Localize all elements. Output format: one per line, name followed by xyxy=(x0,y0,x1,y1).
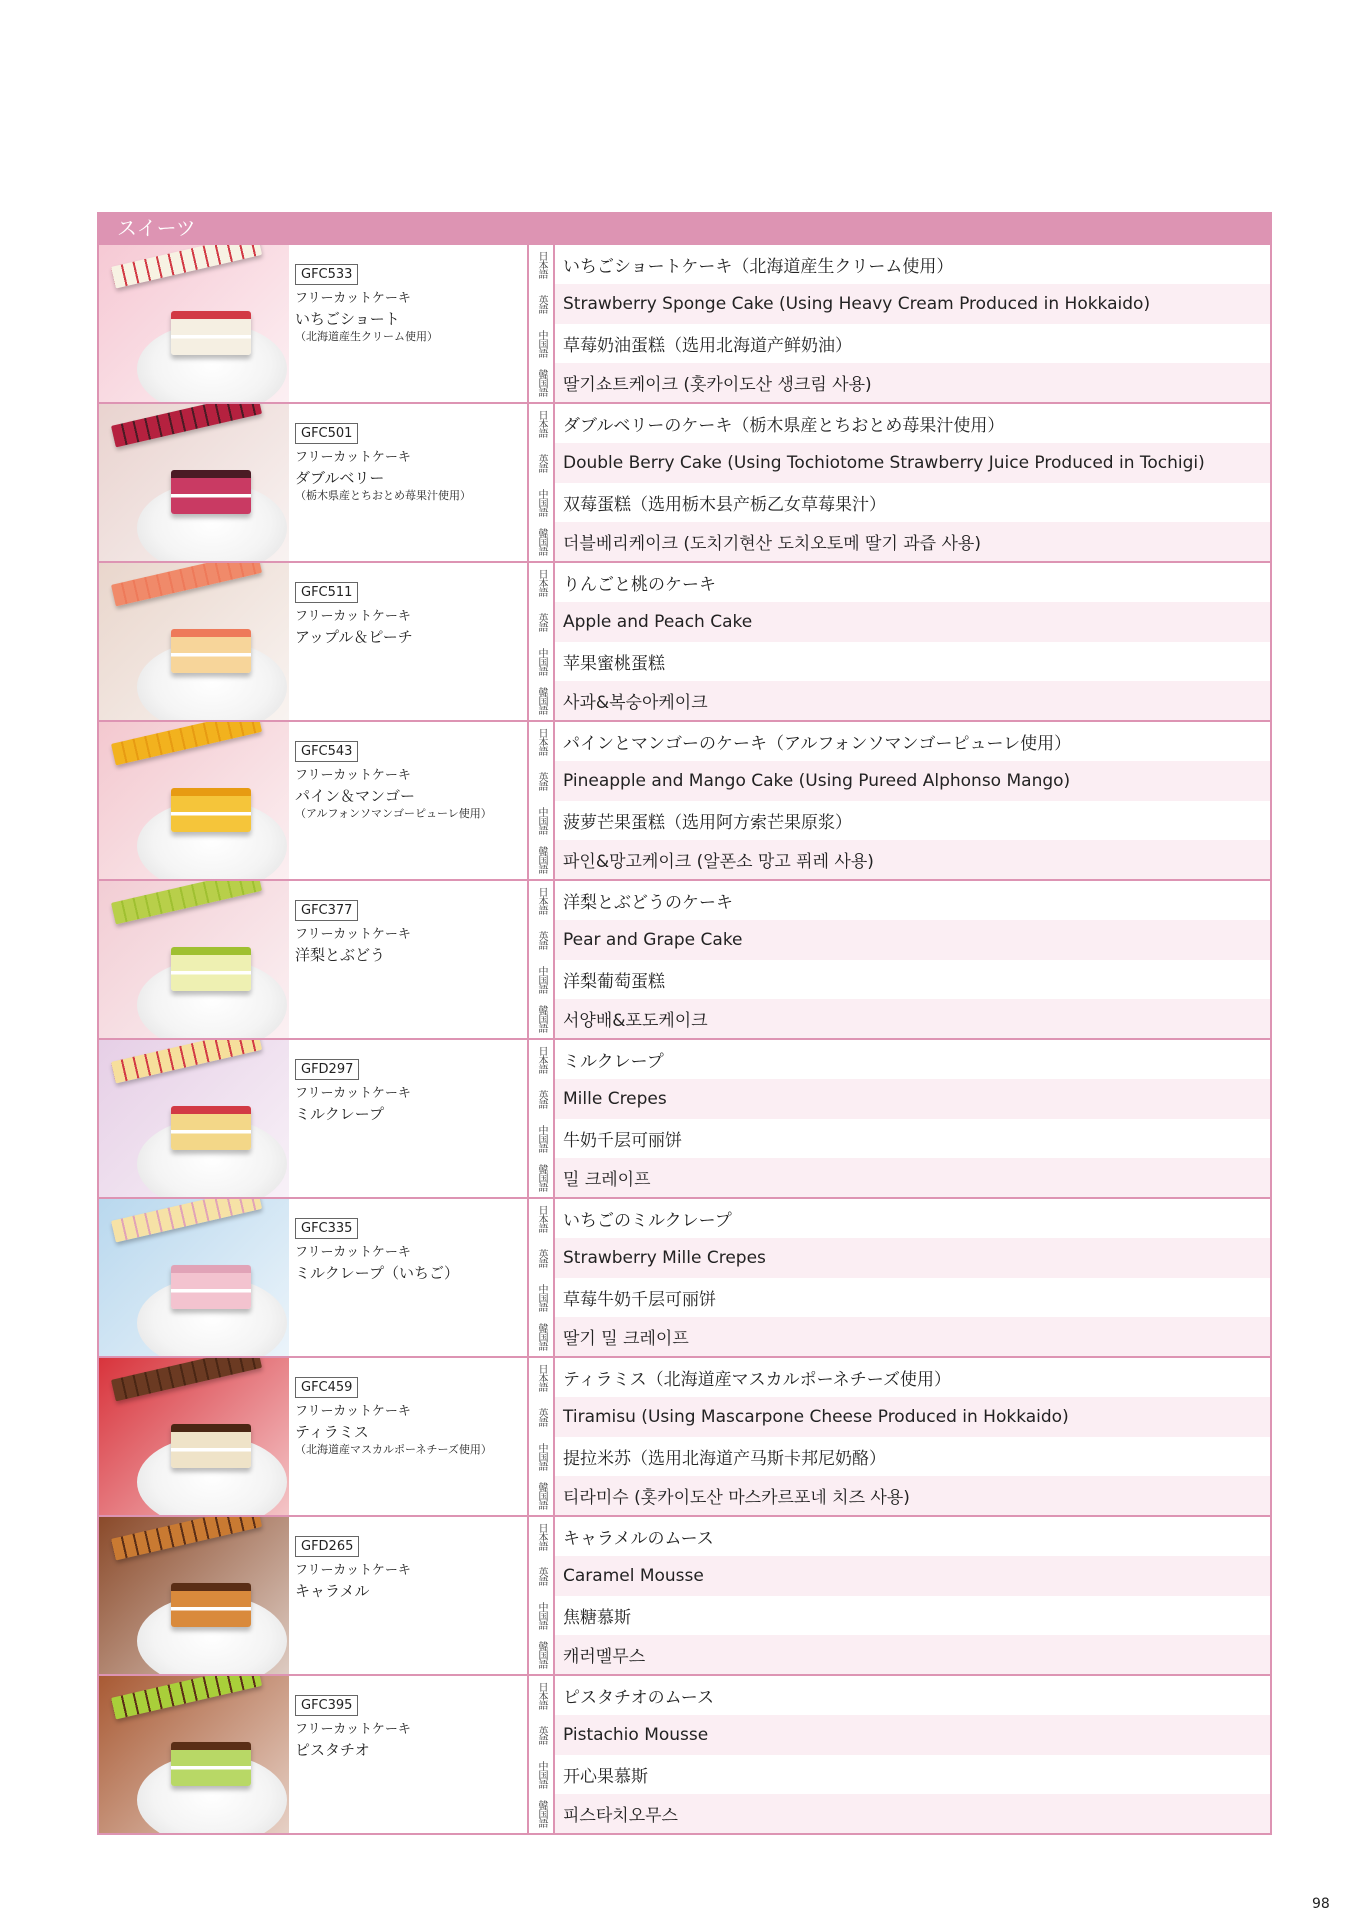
lang-label-ja xyxy=(529,881,555,920)
lang-label-ja xyxy=(529,1358,555,1397)
lang-label-ko xyxy=(529,522,555,561)
name-row-ko xyxy=(529,522,1270,561)
cake-slice-image xyxy=(171,629,251,673)
lang-label-zh xyxy=(529,1437,555,1476)
lang-label-ja xyxy=(529,245,555,284)
product-code: GFC533 xyxy=(295,264,358,285)
lang-label-text: 日本語 xyxy=(536,569,547,597)
name-en: Strawberry Sponge Cake (Using Heavy Cream Produced in Hokkaido) xyxy=(555,284,1270,323)
name-row-en xyxy=(529,1715,1270,1754)
name-row-en xyxy=(529,602,1270,641)
name-ko: 파인&망고케이크 (알폰소 망고 퓌레 사용) xyxy=(555,840,1270,879)
product-category: フリーカットケーキ xyxy=(295,609,411,624)
lang-label-text: 日本語 xyxy=(536,251,547,279)
lang-label-text: 英語 xyxy=(536,1407,547,1426)
name-row-zh xyxy=(529,801,1270,840)
lang-label-ja xyxy=(529,722,555,761)
product-note: （栃木県産とちおとめ苺果汁使用） xyxy=(295,489,471,502)
lang-label-text: 中国語 xyxy=(536,1283,547,1311)
lang-label-ja xyxy=(529,404,555,443)
lang-label-text: 英語 xyxy=(536,771,547,790)
product-category: フリーカットケーキ xyxy=(295,1563,411,1578)
lang-label-zh xyxy=(529,960,555,999)
product-name: いちごショート xyxy=(295,310,400,328)
name-row-en xyxy=(529,920,1270,959)
product-category: フリーカットケーキ xyxy=(295,768,411,783)
product-names xyxy=(529,245,1270,402)
name-zh: 菠萝芒果蛋糕（选用阿方索芒果原浆） xyxy=(563,812,852,833)
cake-bar-image xyxy=(111,722,262,765)
lang-label-text: 中国語 xyxy=(536,647,547,675)
product-row xyxy=(99,722,1270,881)
lang-label-text: 英語 xyxy=(536,1566,547,1585)
product-info xyxy=(289,722,529,879)
lang-label-ko xyxy=(529,840,555,879)
name-row-zh xyxy=(529,1755,1270,1794)
product-category: フリーカットケーキ xyxy=(295,1404,411,1419)
name-ja: 洋梨とぶどうのケーキ xyxy=(563,893,733,914)
name-en: Strawberry Mille Crepes xyxy=(555,1238,1270,1277)
lang-label-ko xyxy=(529,363,555,402)
name-row-en xyxy=(529,1556,1270,1595)
name-row-ja xyxy=(529,1676,1270,1715)
product-info xyxy=(289,563,529,720)
lang-label-ko xyxy=(529,681,555,720)
name-ja: りんごと桃のケーキ xyxy=(563,575,716,596)
product-photo xyxy=(99,1040,289,1197)
lang-label-en xyxy=(529,1397,555,1436)
cake-bar-image xyxy=(111,563,262,606)
name-row-ko xyxy=(529,1317,1270,1356)
cake-slice-image xyxy=(171,1742,251,1786)
product-row xyxy=(99,881,1270,1040)
lang-label-ja xyxy=(529,1040,555,1079)
name-row-zh xyxy=(529,1596,1270,1635)
lang-label-en xyxy=(529,1238,555,1277)
product-photo xyxy=(99,1199,289,1356)
product-info xyxy=(289,1676,529,1833)
product-category: フリーカットケーキ xyxy=(295,1245,411,1260)
name-row-zh xyxy=(529,1119,1270,1158)
product-code: GFC335 xyxy=(295,1218,358,1239)
lang-label-zh xyxy=(529,483,555,522)
name-ko: 더블베리케이크 (도치기현산 도치오토메 딸기 과즙 사용) xyxy=(555,522,1270,561)
name-row-zh xyxy=(529,1437,1270,1476)
cake-bar-image xyxy=(111,1517,262,1560)
lang-label-text: 英語 xyxy=(536,1725,547,1744)
lang-label-ja xyxy=(529,1517,555,1556)
lang-label-text: 英語 xyxy=(536,453,547,472)
product-name: 洋梨とぶどう xyxy=(295,946,386,964)
name-ja: いちごのミルクレープ xyxy=(563,1211,732,1232)
name-zh: 苹果蜜桃蛋糕 xyxy=(563,653,665,674)
name-row-ko xyxy=(529,681,1270,720)
product-info xyxy=(289,404,529,561)
name-row-zh xyxy=(529,642,1270,681)
lang-label-ko xyxy=(529,1794,555,1833)
name-zh: 提拉米苏（选用北海道产马斯卡邦尼奶酪） xyxy=(563,1448,886,1469)
product-info xyxy=(289,1517,529,1674)
name-en: Caramel Mousse xyxy=(555,1556,1270,1595)
cake-slice-image xyxy=(171,788,251,832)
lang-label-text: 英語 xyxy=(536,1248,547,1267)
product-row xyxy=(99,1676,1270,1835)
product-photo xyxy=(99,881,289,1038)
product-name: パイン＆マンゴー xyxy=(295,787,416,805)
name-row-ko xyxy=(529,840,1270,879)
name-row-en xyxy=(529,284,1270,323)
name-en: Pistachio Mousse xyxy=(555,1715,1270,1754)
lang-label-text: 日本語 xyxy=(536,1364,547,1392)
name-ko: 사과&복숭아케이크 xyxy=(555,681,1270,720)
lang-label-zh xyxy=(529,1119,555,1158)
name-ja: ダブルベリーのケーキ（栃木県産とちおとめ苺果汁使用） xyxy=(563,416,1005,437)
lang-label-text: 韓国語 xyxy=(536,1799,547,1827)
product-code: GFC501 xyxy=(295,423,358,444)
product-names xyxy=(529,722,1270,879)
name-row-ja xyxy=(529,722,1270,761)
product-names xyxy=(529,1676,1270,1833)
lang-label-zh xyxy=(529,1755,555,1794)
lang-label-zh xyxy=(529,642,555,681)
cake-slice-image xyxy=(171,1583,251,1627)
product-name: ティラミス xyxy=(295,1423,369,1441)
lang-label-text: 日本語 xyxy=(536,1205,547,1233)
menu-sheet xyxy=(97,212,1272,1835)
name-en: Mille Crepes xyxy=(555,1079,1270,1118)
product-code: GFC377 xyxy=(295,900,358,921)
product-photo xyxy=(99,1517,289,1674)
name-ko: 피스타치오무스 xyxy=(555,1794,1270,1833)
product-code: GFD265 xyxy=(295,1536,359,1557)
product-name: ピスタチオ xyxy=(295,1741,370,1759)
name-ko: 서양배&포도케이크 xyxy=(555,999,1270,1038)
lang-label-zh xyxy=(529,324,555,363)
lang-label-ko xyxy=(529,1476,555,1515)
product-photo xyxy=(99,404,289,561)
name-en: Pineapple and Mango Cake (Using Pureed Alphonso Mango) xyxy=(555,761,1270,800)
name-ko: 딸기쇼트케이크 (홋카이도산 생크림 사용) xyxy=(555,363,1270,402)
lang-label-text: 韓国語 xyxy=(536,1163,547,1191)
name-ja: キャラメルのムース xyxy=(563,1529,714,1550)
lang-label-text: 日本語 xyxy=(536,1523,547,1551)
product-category: フリーカットケーキ xyxy=(295,450,411,465)
lang-label-text: 韓国語 xyxy=(536,1640,547,1668)
product-name: ミルクレープ xyxy=(295,1105,384,1123)
product-category: フリーカットケーキ xyxy=(295,1086,411,1101)
name-en: Tiramisu (Using Mascarpone Cheese Produced in Hokkaido) xyxy=(555,1397,1270,1436)
lang-label-text: 英語 xyxy=(536,612,547,631)
lang-label-en xyxy=(529,1715,555,1754)
lang-label-text: 中国語 xyxy=(536,329,547,357)
product-list xyxy=(97,245,1272,1835)
name-zh: 草莓奶油蛋糕（选用北海道产鲜奶油） xyxy=(563,335,852,356)
product-name: アップル＆ピーチ xyxy=(295,628,413,646)
product-category: フリーカットケーキ xyxy=(295,291,411,306)
cake-slice-image xyxy=(171,470,251,514)
lang-label-en xyxy=(529,602,555,641)
product-note: （北海道産マスカルポーネチーズ使用） xyxy=(295,1443,492,1456)
cake-bar-image xyxy=(111,881,262,924)
product-code: GFC511 xyxy=(295,582,358,603)
lang-label-text: 英語 xyxy=(536,1089,547,1108)
cake-slice-image xyxy=(171,1265,251,1309)
product-code: GFC395 xyxy=(295,1695,358,1716)
lang-label-text: 英語 xyxy=(536,294,547,313)
name-row-ja xyxy=(529,1517,1270,1556)
cake-bar-image xyxy=(111,1358,262,1401)
product-category: フリーカットケーキ xyxy=(295,927,411,942)
product-name: ミルクレープ（いちご） xyxy=(295,1264,459,1282)
product-photo xyxy=(99,1358,289,1515)
lang-label-ko xyxy=(529,1158,555,1197)
lang-label-text: 韓国語 xyxy=(536,527,547,555)
name-row-zh xyxy=(529,483,1270,522)
lang-label-en xyxy=(529,920,555,959)
lang-label-en xyxy=(529,1556,555,1595)
product-names xyxy=(529,563,1270,720)
lang-label-text: 英語 xyxy=(536,930,547,949)
product-photo xyxy=(99,722,289,879)
name-ja: いちごショートケーキ（北海道産生クリーム使用） xyxy=(563,257,954,278)
lang-label-en xyxy=(529,761,555,800)
page-number: 98 xyxy=(1312,1896,1330,1912)
lang-label-text: 日本語 xyxy=(536,1682,547,1710)
product-photo xyxy=(99,1676,289,1833)
name-row-ja xyxy=(529,1358,1270,1397)
lang-label-ja xyxy=(529,563,555,602)
name-ko: 밀 크레이프 xyxy=(555,1158,1270,1197)
name-zh: 牛奶千层可丽饼 xyxy=(563,1130,682,1151)
name-zh: 开心果慕斯 xyxy=(563,1766,648,1787)
name-ja: ミルクレープ xyxy=(563,1052,664,1073)
product-names xyxy=(529,1040,1270,1197)
name-ja: パインとマンゴーのケーキ（アルフォンソマンゴーピューレ使用） xyxy=(563,734,1072,755)
lang-label-ja xyxy=(529,1676,555,1715)
product-name: ダブルベリー xyxy=(295,469,385,487)
product-row xyxy=(99,1517,1270,1676)
lang-label-text: 韓国語 xyxy=(536,845,547,873)
name-row-ja xyxy=(529,1040,1270,1079)
product-names xyxy=(529,1358,1270,1515)
cake-bar-image xyxy=(111,404,262,447)
product-names xyxy=(529,404,1270,561)
name-en: Double Berry Cake (Using Tochiotome Strawberry Juice Produced in Tochigi) xyxy=(555,443,1270,482)
name-row-en xyxy=(529,1397,1270,1436)
name-row-ja xyxy=(529,1199,1270,1238)
product-photo xyxy=(99,563,289,720)
product-info xyxy=(289,881,529,1038)
cake-bar-image xyxy=(111,1040,262,1083)
lang-label-text: 中国語 xyxy=(536,1601,547,1629)
product-row xyxy=(99,1358,1270,1517)
name-row-zh xyxy=(529,324,1270,363)
product-note: （北海道産生クリーム使用） xyxy=(295,330,438,343)
lang-label-zh xyxy=(529,1278,555,1317)
lang-label-text: 日本語 xyxy=(536,728,547,756)
name-row-ko xyxy=(529,1635,1270,1674)
product-note: （アルフォンソマンゴーピューレ使用） xyxy=(295,807,492,820)
name-row-zh xyxy=(529,960,1270,999)
product-names xyxy=(529,1517,1270,1674)
lang-label-text: 中国語 xyxy=(536,1124,547,1152)
product-info xyxy=(289,1358,529,1515)
cake-slice-image xyxy=(171,1106,251,1150)
name-row-ko xyxy=(529,999,1270,1038)
cake-bar-image xyxy=(111,1199,262,1242)
section-header: スイーツ xyxy=(97,212,1272,245)
name-row-en xyxy=(529,443,1270,482)
product-info xyxy=(289,1199,529,1356)
name-zh: 洋梨葡萄蛋糕 xyxy=(563,971,665,992)
name-ko: 딸기 밀 크레이프 xyxy=(555,1317,1270,1356)
name-row-ko xyxy=(529,1158,1270,1197)
product-code: GFD297 xyxy=(295,1059,359,1080)
lang-label-text: 日本語 xyxy=(536,410,547,438)
lang-label-text: 日本語 xyxy=(536,887,547,915)
lang-label-text: 韓国語 xyxy=(536,686,547,714)
lang-label-en xyxy=(529,443,555,482)
product-names xyxy=(529,881,1270,1038)
lang-label-text: 中国語 xyxy=(536,1442,547,1470)
product-name: キャラメル xyxy=(295,1582,370,1600)
cake-slice-image xyxy=(171,1424,251,1468)
product-info xyxy=(289,1040,529,1197)
lang-label-ko xyxy=(529,1635,555,1674)
name-row-ko xyxy=(529,1794,1270,1833)
name-zh: 焦糖慕斯 xyxy=(563,1607,631,1628)
cake-bar-image xyxy=(111,1676,262,1719)
name-row-ko xyxy=(529,363,1270,402)
product-row xyxy=(99,1040,1270,1199)
lang-label-ko xyxy=(529,1317,555,1356)
name-en: Apple and Peach Cake xyxy=(555,602,1270,641)
product-names xyxy=(529,1199,1270,1356)
lang-label-text: 韓国語 xyxy=(536,1004,547,1032)
name-row-ko xyxy=(529,1476,1270,1515)
name-row-ja xyxy=(529,563,1270,602)
product-row xyxy=(99,1199,1270,1358)
product-code: GFC543 xyxy=(295,741,358,762)
lang-label-text: 中国語 xyxy=(536,965,547,993)
name-zh: 双莓蛋糕（选用栃木县产栃乙女草莓果汁） xyxy=(563,494,886,515)
lang-label-ko xyxy=(529,999,555,1038)
name-row-en xyxy=(529,1079,1270,1118)
product-row xyxy=(99,245,1270,404)
lang-label-en xyxy=(529,1079,555,1118)
lang-label-text: 中国語 xyxy=(536,1760,547,1788)
product-row xyxy=(99,404,1270,563)
lang-label-text: 韓国語 xyxy=(536,1322,547,1350)
lang-label-text: 韓国語 xyxy=(536,1481,547,1509)
lang-label-en xyxy=(529,284,555,323)
name-zh: 草莓牛奶千层可丽饼 xyxy=(563,1289,716,1310)
cake-bar-image xyxy=(111,245,262,288)
product-info xyxy=(289,245,529,402)
lang-label-zh xyxy=(529,801,555,840)
product-category: フリーカットケーキ xyxy=(295,1722,411,1737)
lang-label-text: 中国語 xyxy=(536,488,547,516)
cake-slice-image xyxy=(171,311,251,355)
name-ko: 티라미수 (홋카이도산 마스카르포네 치즈 사용) xyxy=(555,1476,1270,1515)
lang-label-text: 中国語 xyxy=(536,806,547,834)
name-row-en xyxy=(529,761,1270,800)
name-ja: ピスタチオのムース xyxy=(563,1688,714,1709)
name-row-ja xyxy=(529,245,1270,284)
name-row-en xyxy=(529,1238,1270,1277)
lang-label-text: 日本語 xyxy=(536,1046,547,1074)
lang-label-text: 韓国語 xyxy=(536,368,547,396)
lang-label-ja xyxy=(529,1199,555,1238)
name-ja: ティラミス（北海道産マスカルポーネチーズ使用） xyxy=(563,1370,951,1391)
name-row-ja xyxy=(529,404,1270,443)
lang-label-zh xyxy=(529,1596,555,1635)
name-ko: 캐러멜무스 xyxy=(555,1635,1270,1674)
product-photo xyxy=(99,245,289,402)
name-en: Pear and Grape Cake xyxy=(555,920,1270,959)
name-row-zh xyxy=(529,1278,1270,1317)
cake-slice-image xyxy=(171,947,251,991)
name-row-ja xyxy=(529,881,1270,920)
product-code: GFC459 xyxy=(295,1377,358,1398)
product-row xyxy=(99,563,1270,722)
